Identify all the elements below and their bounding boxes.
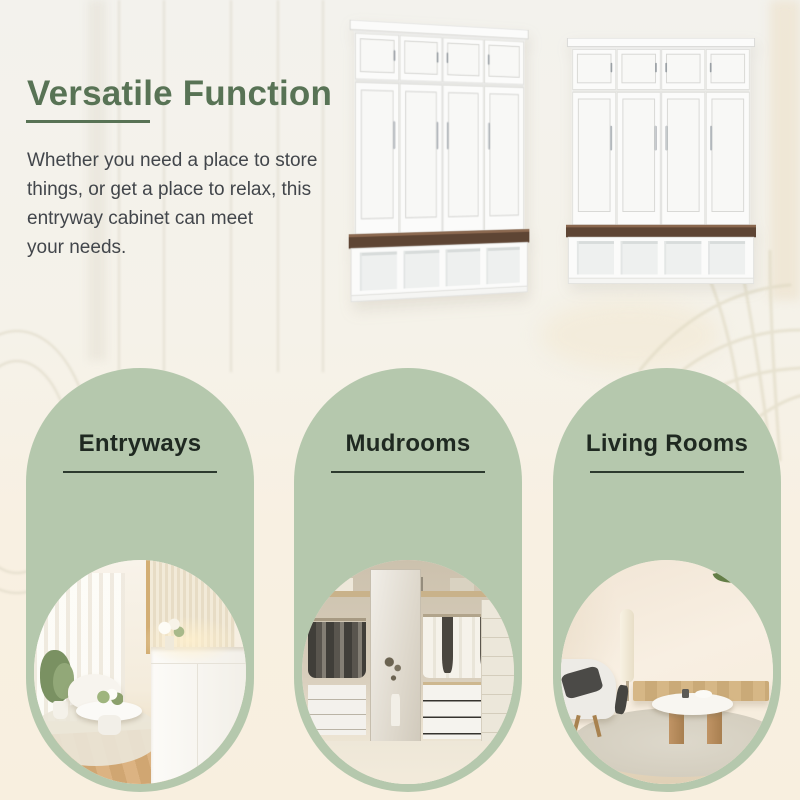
scene-e-cabinet xyxy=(151,647,246,784)
scene-c-unitR xyxy=(481,600,514,743)
card-mudrooms xyxy=(294,368,522,792)
card-label-underline xyxy=(590,471,744,473)
scene-c-branch xyxy=(383,654,404,694)
description-line: things, or get a place to relax, this xyxy=(27,179,312,200)
scene-c-gdark1 xyxy=(442,617,453,673)
product-image-cabinet-angled xyxy=(349,20,530,303)
scene-c-vase xyxy=(391,694,399,725)
scene-l-ttop xyxy=(652,693,733,714)
card-entryways xyxy=(26,368,254,792)
card-label-underline xyxy=(331,471,485,473)
scene-e-cab-seam xyxy=(197,663,198,784)
scene-e-tableflower xyxy=(95,688,123,706)
scene-l-bowl xyxy=(695,690,712,698)
mudroom-closet-photo xyxy=(302,560,514,784)
card-living-rooms xyxy=(553,368,781,792)
scene-c-drawL xyxy=(308,685,365,734)
scene-c-box3 xyxy=(450,578,473,591)
scene-c-floor xyxy=(302,741,514,784)
scene-e-vase xyxy=(165,636,173,649)
description-line: your needs. xyxy=(27,237,127,258)
scene-c-rodL xyxy=(308,618,365,621)
card-label: Living Rooms xyxy=(585,430,749,457)
scene-l-cup xyxy=(682,689,689,698)
card-label: Entryways xyxy=(78,430,202,457)
scene-e-tablebase xyxy=(98,715,121,735)
card-label-underline xyxy=(63,471,217,473)
scene-c-box1 xyxy=(327,578,352,591)
scene-c-coats xyxy=(308,622,365,678)
entryway-room-photo xyxy=(34,560,246,784)
title-underline xyxy=(26,120,150,123)
scene-l-lamp xyxy=(620,609,634,683)
product-image-cabinet-front xyxy=(566,38,756,284)
card-label: Mudrooms xyxy=(345,430,471,457)
scene-e-pot xyxy=(53,701,68,719)
description-line: entryway cabinet can meet xyxy=(27,208,254,229)
living-room-photo xyxy=(561,560,773,784)
scene-c-drawM xyxy=(423,685,489,739)
page-title: Versatile Function xyxy=(27,74,333,113)
description-paragraph xyxy=(27,146,367,262)
description-line: Whether you need a place to store xyxy=(27,150,318,171)
